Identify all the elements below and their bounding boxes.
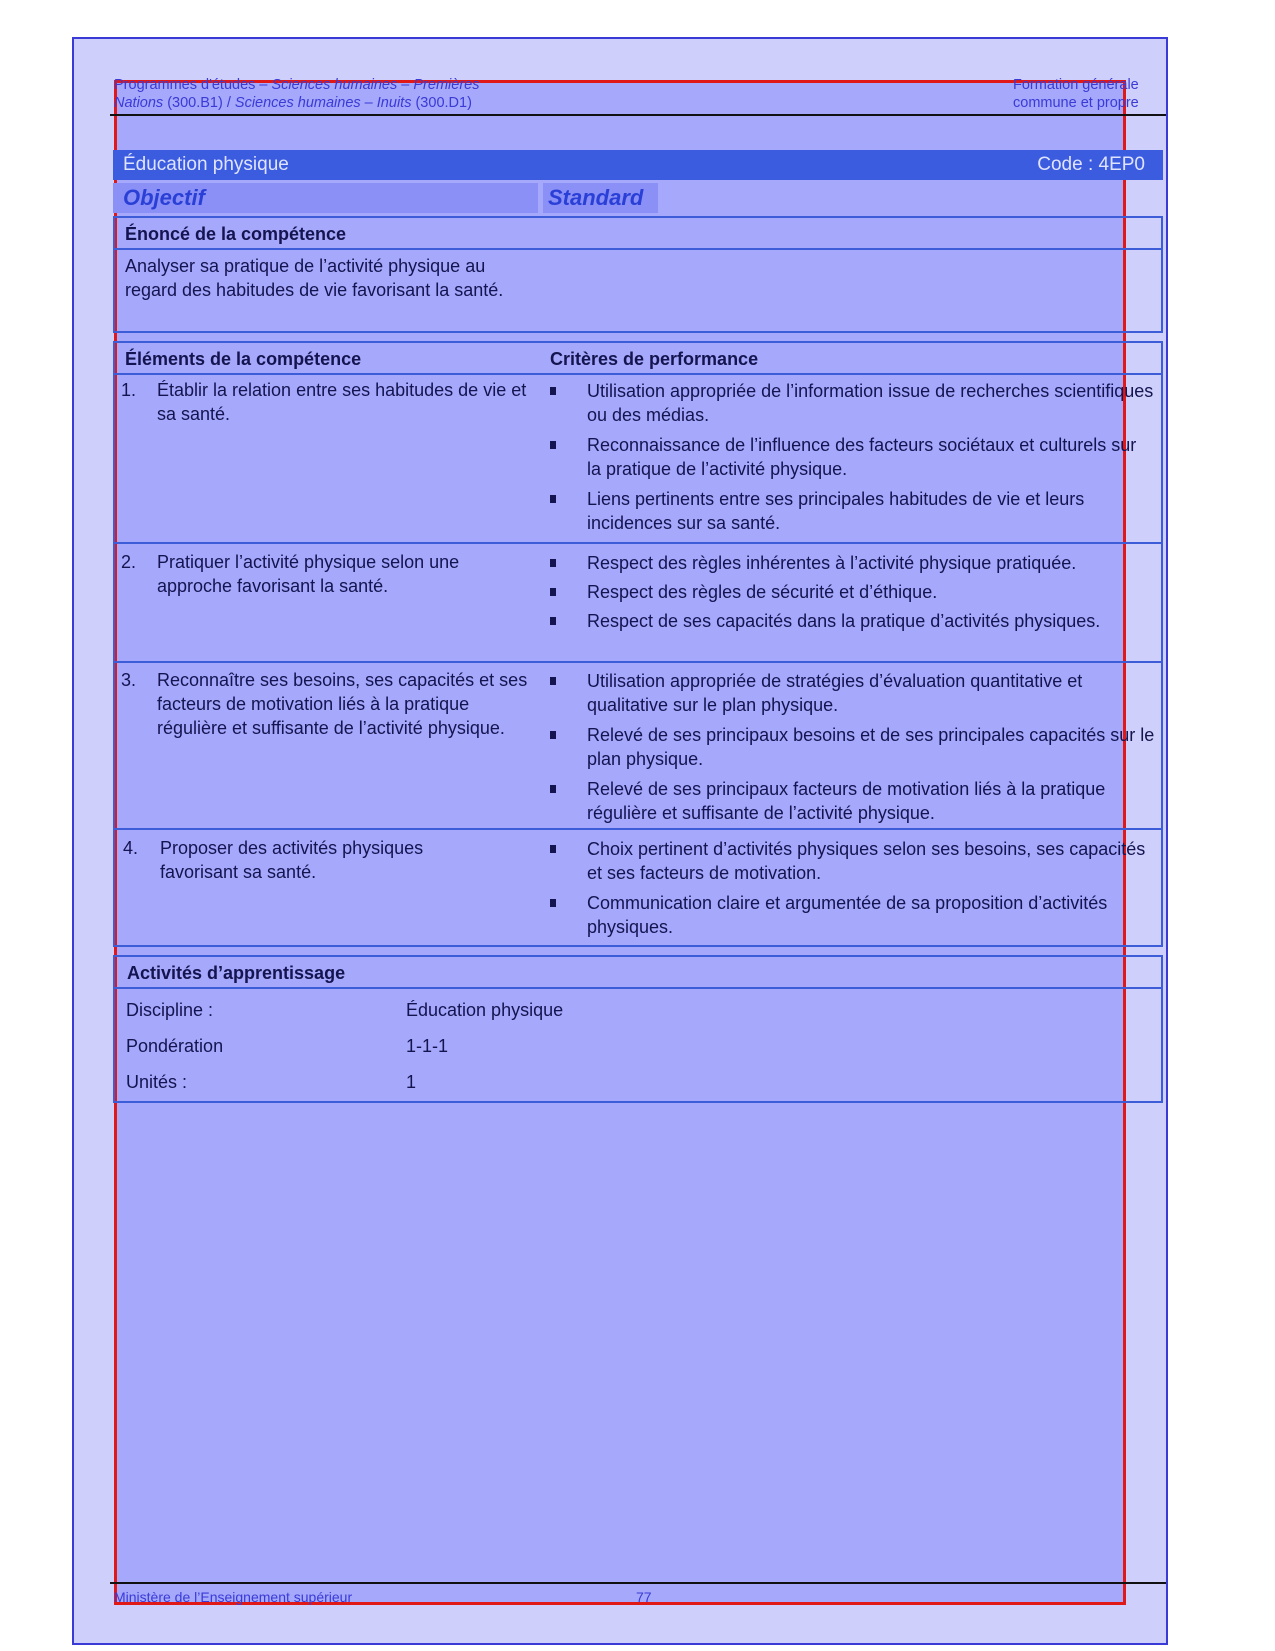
course-title-bar [113,150,1163,180]
element-number: 2. [121,552,137,572]
enonce-text: Analyser sa pratique de l’activité physique au regard des habitudes de vie favorisant la santé. [125,256,504,300]
bullet-icon [550,588,556,596]
element-number: 4. [123,838,139,858]
criteria-list [550,551,1155,639]
footer-ministry: Ministère de l’Enseignement supérieur [114,1589,353,1605]
activite-value: 1-1-1 [406,1036,449,1056]
bullet-icon [550,441,556,449]
footer-rule [110,1582,1166,1584]
enonce-box [113,216,1163,333]
criterion-item: Choix pertinent d’activités physiques selon ses besoins, ses capacités et ses facteurs de motivation. [550,837,1155,885]
criterion-item: Respect de ses capacités dans la pratique d’activités physiques. [550,609,1155,633]
course-code: Code : 4EP0 [1037,154,1145,175]
criterion-item: Relevé de ses principaux facteurs de motivation liés à la pratique régulière et suffisante de l’activité physique. [550,777,1155,825]
criteria-list [550,837,1155,945]
objectif-heading: Objectif [113,183,538,213]
element-text: Reconnaître ses besoins, ses capacités et ses facteurs de motivation liés à la pratique régulière et suffisante de l’activité physique. [157,670,528,738]
criterion-item: Utilisation appropriée de l’information issue de recherches scientifiques ou des médias. [550,379,1155,427]
standard-heading: Standard [543,183,658,213]
elements-heading: Éléments de la compétence [125,349,362,369]
enonce-heading: Énoncé de la compétence [115,218,1161,250]
criterion-item: Respect des règles de sécurité et d’éthique. [550,580,1155,604]
activite-value: 1 [406,1072,417,1092]
header-left-line2: Nations (300.B1) / Sciences humaines – Inuits (300.D1) [114,95,472,111]
activite-label: Unités : [126,1072,188,1092]
criterion-item: Reconnaissance de l’influence des facteurs sociétaux et culturels sur la pratique de l’activité physique. [550,433,1155,481]
bullet-icon [550,495,556,503]
header-right-line2: commune et propre [1013,95,1139,111]
activite-label: Pondération [126,1036,224,1056]
element-text: Établir la relation entre ses habitudes de vie et sa santé. [157,380,527,424]
criterion-item: Utilisation appropriée de stratégies d’évaluation quantitative et qualitative sur le plan physique. [550,669,1155,717]
page-number: 77 [636,1589,652,1605]
bullet-icon [550,677,556,685]
activite-label: Discipline : [126,1000,214,1020]
criteria-list [550,669,1155,831]
criterion-item: Relevé de ses principaux besoins et de ses principales capacités sur le plan physique. [550,723,1155,771]
header-right-line1: Formation générale [1013,77,1139,93]
criterion-item: Liens pertinents entre ses principales habitudes de vie et leurs incidences sur sa santé. [550,487,1155,535]
header-rule [110,114,1166,116]
header-left-line1: Programmes d'études – Sciences humaines – Premières [114,77,480,93]
bullet-icon [550,845,556,853]
bullet-icon [550,559,556,567]
bullet-icon [550,617,556,625]
course-title: Éducation physique [123,154,289,175]
activites-box [113,955,1163,1103]
element-text: Proposer des activités physiques favorisant sa santé. [160,838,424,882]
element-number: 3. [121,670,137,690]
element-number: 1. [121,380,137,400]
activite-value: Éducation physique [406,1000,564,1020]
bullet-icon [550,731,556,739]
bullet-icon [550,899,556,907]
bullet-icon [550,785,556,793]
bullet-icon [550,387,556,395]
competence-table-header [115,343,1161,375]
element-text: Pratiquer l’activité physique selon une approche favorisant la santé. [157,552,460,596]
criterion-item: Communication claire et argumentée de sa proposition d’activités physiques. [550,891,1155,939]
activites-heading: Activités d’apprentissage [115,957,1161,989]
criteres-heading: Critères de performance [550,349,759,369]
criterion-item: Respect des règles inhérentes à l’activité physique pratiquée. [550,551,1155,575]
criteria-list [550,379,1155,541]
